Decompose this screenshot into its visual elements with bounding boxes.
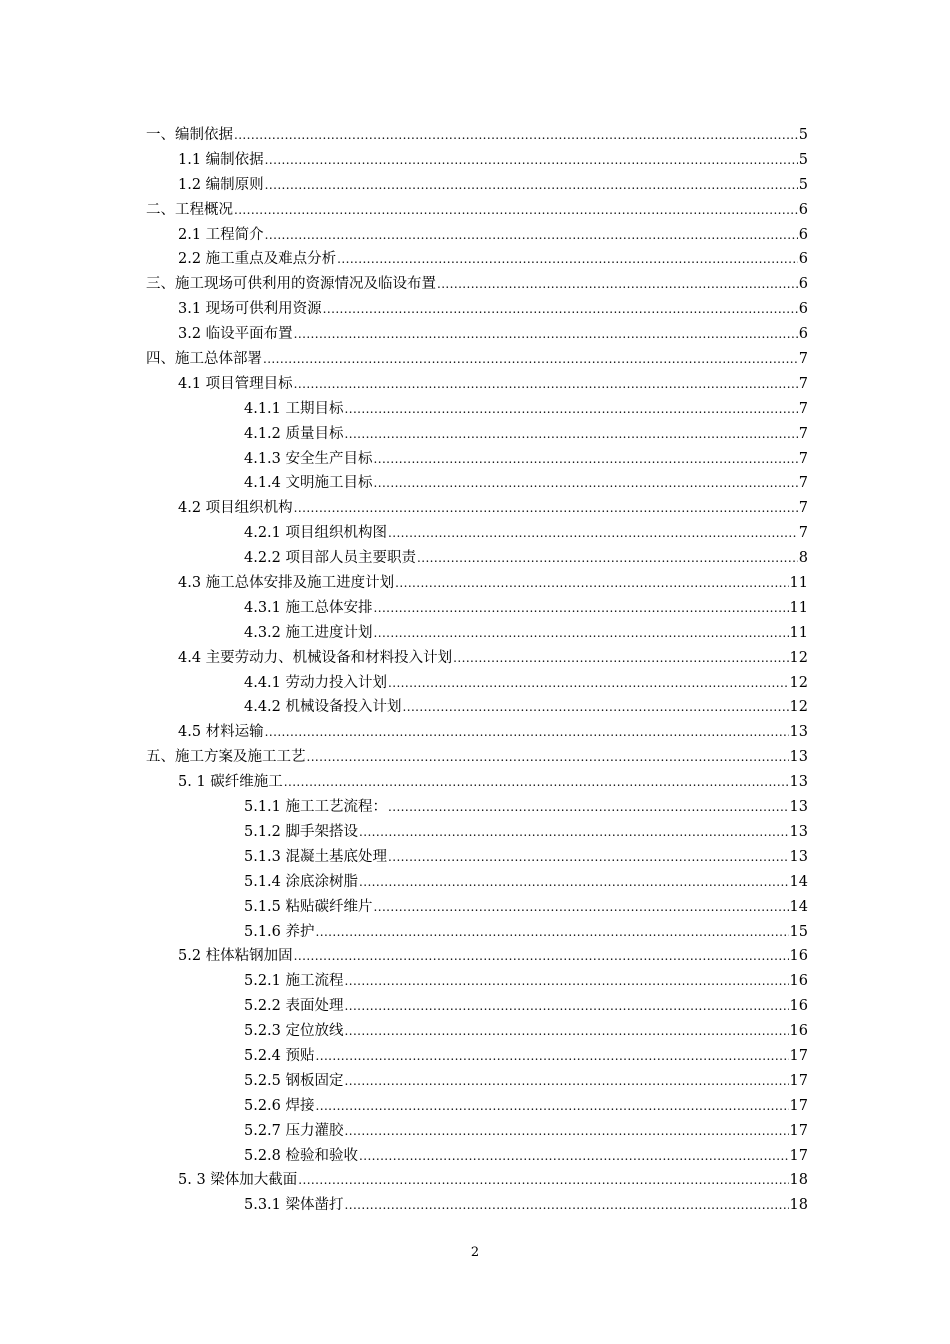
toc-entry-title: 4.2.2 项目部人员主要职责 bbox=[244, 550, 417, 567]
toc-entry-title: 4.1.1 工期目标 bbox=[244, 400, 344, 417]
toc-entry-page-number: 13 bbox=[789, 774, 808, 791]
toc-entry-level-3[interactable] bbox=[146, 969, 808, 994]
toc-entry-title: 5.1.4 涂底涂树脂 bbox=[244, 873, 359, 890]
toc-entry-level-2[interactable] bbox=[146, 720, 808, 745]
toc-dot-leader bbox=[234, 198, 798, 223]
toc-entry-level-3[interactable] bbox=[146, 1094, 808, 1119]
toc-dot-leader bbox=[417, 546, 798, 571]
toc-entry-level-3[interactable] bbox=[146, 920, 808, 945]
toc-entry-title: 3.1 现场可供利用资源 bbox=[178, 301, 322, 318]
toc-entry-title: 3.2 临设平面布置 bbox=[178, 326, 293, 343]
toc-entry-level-3[interactable] bbox=[146, 596, 808, 621]
toc-entry-level-2[interactable] bbox=[146, 223, 808, 248]
toc-entry-title: 4.4 主要劳动力、机械设备和材料投入计划 bbox=[178, 649, 453, 666]
toc-entry-level-3[interactable] bbox=[146, 671, 808, 696]
toc-entry-page-number: 17 bbox=[789, 1097, 808, 1114]
toc-entry-title: 五、施工方案及施工工艺 bbox=[146, 749, 306, 766]
toc-entry-title: 4.1.2 质量目标 bbox=[244, 425, 344, 442]
toc-entry-page-number: 6 bbox=[798, 301, 808, 318]
toc-entry-level-3[interactable] bbox=[146, 695, 808, 720]
toc-dot-leader bbox=[345, 1069, 789, 1094]
toc-dot-leader bbox=[316, 1094, 789, 1119]
toc-entry-level-2[interactable] bbox=[146, 322, 808, 347]
toc-entry-title: 4.4.2 机械设备投入计划 bbox=[244, 699, 402, 716]
toc-dot-leader bbox=[453, 646, 788, 671]
toc-entry-title: 5.1.1 施工工艺流程： bbox=[244, 799, 388, 816]
toc-entry-title: 5.2.8 检验和验收 bbox=[244, 1147, 359, 1164]
toc-entry-level-3[interactable] bbox=[146, 1019, 808, 1044]
toc-entry-level-2[interactable] bbox=[146, 148, 808, 173]
toc-dot-leader bbox=[345, 1119, 789, 1144]
toc-dot-leader bbox=[345, 994, 789, 1019]
toc-dot-leader bbox=[323, 297, 798, 322]
toc-entry-title: 1.2 编制原则 bbox=[178, 176, 264, 193]
toc-entry-level-2[interactable] bbox=[146, 770, 808, 795]
toc-entry-level-3[interactable] bbox=[146, 397, 808, 422]
toc-entry-page-number: 18 bbox=[789, 1197, 808, 1214]
toc-entry-title: 5.1.3 混凝土基底处理 bbox=[244, 848, 388, 865]
toc-entry-page-number: 7 bbox=[798, 351, 808, 368]
toc-dot-leader bbox=[359, 1144, 789, 1169]
toc-entry-title: 5.2 柱体粘钢加固 bbox=[178, 948, 293, 965]
toc-entry-title: 4.2 项目组织机构 bbox=[178, 500, 293, 517]
toc-entry-page-number: 13 bbox=[789, 799, 808, 816]
toc-dot-leader bbox=[359, 870, 789, 895]
toc-dot-leader bbox=[388, 671, 789, 696]
toc-entry-level-3[interactable] bbox=[146, 895, 808, 920]
toc-entry-level-3[interactable] bbox=[146, 845, 808, 870]
toc-entry-title: 5.2.5 钢板固定 bbox=[244, 1072, 344, 1089]
toc-dot-leader bbox=[345, 969, 789, 994]
toc-entry-title: 5. 3 梁体加大截面 bbox=[178, 1172, 298, 1189]
toc-entry-page-number: 7 bbox=[798, 450, 808, 467]
toc-entry-page-number: 14 bbox=[789, 873, 808, 890]
toc-entry-level-2[interactable] bbox=[146, 646, 808, 671]
toc-entry-title: 5.1.2 脚手架搭设 bbox=[244, 823, 359, 840]
toc-entry-title: 三、施工现场可供利用的资源情况及临设布置 bbox=[146, 276, 436, 293]
toc-dot-leader bbox=[316, 920, 789, 945]
toc-entry-title: 5.3.1 梁体凿打 bbox=[244, 1197, 344, 1214]
toc-entry-page-number: 17 bbox=[789, 1122, 808, 1139]
toc-entry-level-3[interactable] bbox=[146, 795, 808, 820]
toc-entry-title: 4.1.3 安全生产目标 bbox=[244, 450, 373, 467]
toc-entry-level-3[interactable] bbox=[146, 1193, 808, 1218]
toc-entry-title: 4.3 施工总体安排及施工进度计划 bbox=[178, 575, 395, 592]
toc-entry-page-number: 6 bbox=[798, 201, 808, 218]
toc-dot-leader bbox=[298, 1168, 788, 1193]
toc-dot-leader bbox=[374, 447, 798, 472]
toc-entry-title: 5.2.2 表面处理 bbox=[244, 998, 344, 1015]
toc-entry-title: 4.3.2 施工进度计划 bbox=[244, 624, 373, 641]
toc-entry-title: 5.1.6 养护 bbox=[244, 923, 315, 940]
toc-dot-leader bbox=[359, 820, 789, 845]
toc-entry-level-2[interactable] bbox=[146, 496, 808, 521]
toc-entry-level-1[interactable] bbox=[146, 745, 808, 770]
toc-entry-title: 4.1.4 文明施工目标 bbox=[244, 475, 373, 492]
toc-entry-title: 5.1.5 粘贴碳纤维片 bbox=[244, 898, 373, 915]
toc-entry-page-number: 16 bbox=[789, 1023, 808, 1040]
toc-entry-page-number: 11 bbox=[789, 624, 808, 641]
toc-entry-title: 5.2.4 预贴 bbox=[244, 1047, 315, 1064]
toc-dot-leader bbox=[294, 944, 789, 969]
toc-entry-page-number: 12 bbox=[789, 699, 808, 716]
toc-entry-page-number: 5 bbox=[798, 127, 808, 143]
toc-entry-title: 2.1 工程简介 bbox=[178, 226, 264, 243]
toc-entry-page-number: 18 bbox=[789, 1172, 808, 1189]
toc-entry-level-2[interactable] bbox=[146, 372, 808, 397]
toc-dot-leader bbox=[345, 422, 798, 447]
toc-dot-leader bbox=[284, 770, 789, 795]
toc-dot-leader bbox=[294, 322, 798, 347]
toc-entry-level-1[interactable] bbox=[146, 347, 808, 372]
toc-entry-page-number: 16 bbox=[789, 973, 808, 990]
toc-dot-leader bbox=[374, 621, 789, 646]
toc-entry-page-number: 6 bbox=[798, 226, 808, 243]
toc-entry-page-number: 8 bbox=[798, 550, 808, 567]
toc-entry-title: 5.2.1 施工流程 bbox=[244, 973, 344, 990]
toc-entry-page-number: 13 bbox=[789, 724, 808, 741]
toc-dot-leader bbox=[294, 372, 798, 397]
toc-entry-title: 1.1 编制依据 bbox=[178, 151, 264, 168]
toc-entry-level-3[interactable] bbox=[146, 994, 808, 1019]
toc-entry-title: 一、编制依据 bbox=[146, 127, 233, 143]
toc-entry-level-3[interactable] bbox=[146, 870, 808, 895]
toc-dot-leader bbox=[345, 397, 798, 422]
toc-entry-level-3[interactable] bbox=[146, 447, 808, 472]
toc-entry-page-number: 5 bbox=[798, 151, 808, 168]
toc-entry-level-2[interactable] bbox=[146, 571, 808, 596]
toc-entry-level-2[interactable] bbox=[146, 944, 808, 969]
toc-entry-page-number: 7 bbox=[798, 500, 808, 517]
toc-entry-level-3[interactable] bbox=[146, 1144, 808, 1169]
toc-dot-leader bbox=[307, 745, 789, 770]
toc-entry-level-3[interactable] bbox=[146, 1119, 808, 1144]
page-number: 2 bbox=[470, 1245, 480, 1260]
toc-dot-leader bbox=[265, 720, 789, 745]
toc-entry-page-number: 17 bbox=[789, 1047, 808, 1064]
table-of-contents bbox=[146, 123, 808, 1218]
toc-entry-title: 4.3.1 施工总体安排 bbox=[244, 599, 373, 616]
toc-entry-title: 4.4.1 劳动力投入计划 bbox=[244, 674, 388, 691]
toc-entry-page-number: 11 bbox=[789, 599, 808, 616]
toc-entry-level-3[interactable] bbox=[146, 546, 808, 571]
toc-entry-page-number: 6 bbox=[798, 251, 808, 268]
toc-entry-level-2[interactable] bbox=[146, 173, 808, 198]
toc-entry-level-1[interactable] bbox=[146, 198, 808, 223]
toc-entry-level-1[interactable] bbox=[146, 123, 808, 148]
toc-entry-title: 5.2.7 压力灌胶 bbox=[244, 1122, 344, 1139]
toc-dot-leader bbox=[345, 1019, 789, 1044]
toc-dot-leader bbox=[263, 347, 798, 372]
toc-dot-leader bbox=[337, 247, 798, 272]
toc-entry-page-number: 11 bbox=[789, 575, 808, 592]
toc-entry-title: 5. 1 碳纤维施工 bbox=[178, 774, 283, 791]
toc-entry-page-number: 17 bbox=[789, 1072, 808, 1089]
toc-entry-page-number: 15 bbox=[789, 923, 808, 940]
toc-entry-level-3[interactable] bbox=[146, 521, 808, 546]
toc-entry-level-2[interactable] bbox=[146, 1168, 808, 1193]
toc-dot-leader bbox=[265, 223, 798, 248]
toc-dot-leader bbox=[374, 471, 798, 496]
toc-entry-page-number: 16 bbox=[789, 948, 808, 965]
toc-entry-page-number: 5 bbox=[798, 176, 808, 193]
toc-dot-leader bbox=[374, 895, 789, 920]
toc-dot-leader bbox=[294, 496, 798, 521]
toc-entry-title: 5.2.3 定位放线 bbox=[244, 1023, 344, 1040]
toc-entry-page-number: 13 bbox=[789, 848, 808, 865]
toc-entry-title: 5.2.6 焊接 bbox=[244, 1097, 315, 1114]
toc-dot-leader bbox=[395, 571, 788, 596]
toc-entry-level-3[interactable] bbox=[146, 471, 808, 496]
toc-entry-page-number: 16 bbox=[789, 998, 808, 1015]
toc-dot-leader bbox=[345, 1193, 789, 1218]
toc-dot-leader bbox=[374, 596, 789, 621]
toc-entry-level-3[interactable] bbox=[146, 422, 808, 447]
toc-entry-title: 4.5 材料运输 bbox=[178, 724, 264, 741]
toc-entry-page-number: 7 bbox=[798, 400, 808, 417]
toc-dot-leader bbox=[265, 173, 798, 198]
toc-entry-level-2[interactable] bbox=[146, 247, 808, 272]
toc-entry-page-number: 17 bbox=[789, 1147, 808, 1164]
toc-entry-title: 二、工程概况 bbox=[146, 201, 233, 218]
toc-entry-page-number: 7 bbox=[798, 425, 808, 442]
toc-entry-page-number: 14 bbox=[789, 898, 808, 915]
toc-dot-leader bbox=[234, 123, 798, 148]
toc-entry-page-number: 13 bbox=[789, 823, 808, 840]
toc-dot-leader bbox=[388, 521, 798, 546]
toc-entry-page-number: 7 bbox=[798, 375, 808, 392]
toc-dot-leader bbox=[388, 845, 789, 870]
toc-dot-leader bbox=[265, 148, 798, 173]
toc-entry-level-3[interactable] bbox=[146, 820, 808, 845]
toc-entry-page-number: 6 bbox=[798, 326, 808, 343]
toc-entry-page-number: 12 bbox=[789, 649, 808, 666]
toc-entry-title: 4.1 项目管理目标 bbox=[178, 375, 293, 392]
toc-entry-page-number: 7 bbox=[798, 525, 808, 542]
toc-entry-title: 4.2.1 项目组织机构图 bbox=[244, 525, 388, 542]
toc-entry-title: 2.2 施工重点及难点分析 bbox=[178, 251, 337, 268]
toc-entry-level-2[interactable] bbox=[146, 297, 808, 322]
toc-entry-page-number: 12 bbox=[789, 674, 808, 691]
toc-dot-leader bbox=[388, 795, 789, 820]
toc-entry-level-3[interactable] bbox=[146, 1044, 808, 1069]
toc-dot-leader bbox=[437, 272, 798, 297]
toc-entry-title: 四、施工总体部署 bbox=[146, 351, 262, 368]
toc-entry-page-number: 7 bbox=[798, 475, 808, 492]
toc-dot-leader bbox=[403, 695, 789, 720]
toc-dot-leader bbox=[316, 1044, 789, 1069]
toc-entry-level-3[interactable] bbox=[146, 1069, 808, 1094]
toc-entry-level-3[interactable] bbox=[146, 621, 808, 646]
toc-entry-page-number: 13 bbox=[789, 749, 808, 766]
toc-entry-level-1[interactable] bbox=[146, 272, 808, 297]
toc-entry-page-number: 6 bbox=[798, 276, 808, 293]
